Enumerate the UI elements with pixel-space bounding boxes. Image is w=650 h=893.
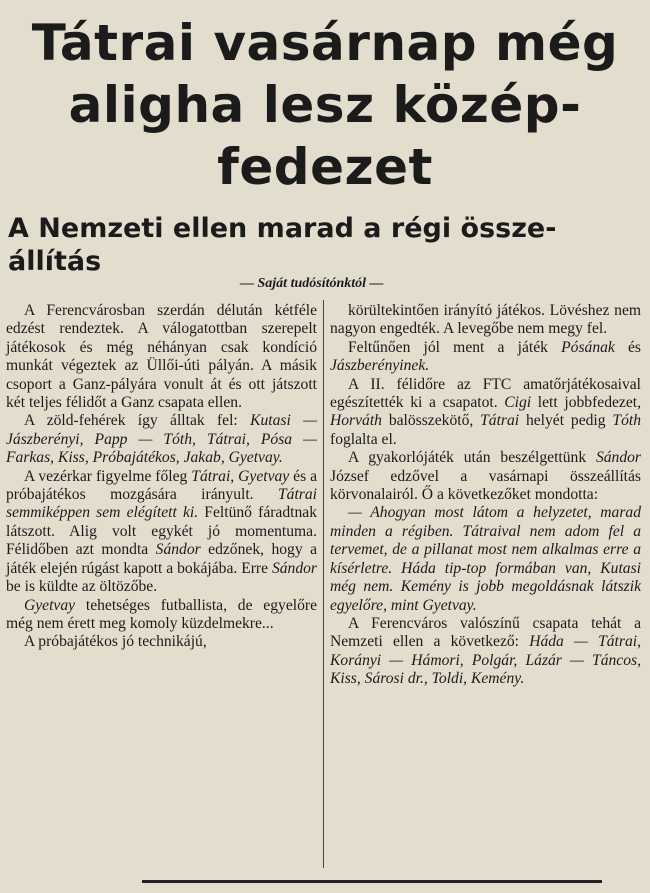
text-run: József edzővel a vasárnapi összeállítás körvonalairól. Ő a következőket mondotta: (330, 467, 641, 504)
text-run: A Ferencvárosban szerdán délután kétféle edzést rendeztek. A válogatottban szerepelt játékosok és még néhányan csak kondíció munkát végeztek az Üllői-úti pályán. A másik csoport a Ganz-pályára vonult át és ott játszott két teljes félidőt a Ganz csapata ellen. (6, 302, 317, 412)
paragraph (330, 339, 641, 376)
text-run: helyét pedig (519, 412, 613, 430)
italic-run: Tóth (612, 412, 641, 430)
italic-run: Sándor (155, 541, 201, 559)
paragraph (330, 376, 641, 450)
headline-line: fedezet (217, 138, 433, 196)
article-column-left (6, 302, 317, 652)
text-run: lett jobbfedezet, (531, 394, 641, 412)
headline-line: aligha lesz közép- (68, 76, 582, 134)
text-run: foglalta el. (330, 430, 397, 448)
bottom-rule (142, 880, 602, 883)
italic-run: Jászberényinek. (330, 357, 430, 375)
text-run: balösszekötő, (381, 412, 481, 430)
italic-run: Gyetvay (24, 596, 76, 614)
italic-run: Tátrai semmiképpen sem elégített ki. (6, 486, 317, 522)
italic-run: Kutasi — Jászberényi, Papp — Tóth, Tátrai, Pósa — Farkas, Kiss, Próbajátékos, Jakab, Gyetvay. (6, 412, 317, 467)
text-run: tehetséges futballista, de egyelőre még nem érett meg komoly küzdelmekre... (6, 596, 317, 632)
text-run: A II. félidőre az FTC amatőrjátékosaival egészítették ki a csapatot. (330, 375, 641, 412)
text-run: és (614, 338, 641, 356)
text-run: körültekintően irányító játékos. Lövéshez nem nagyon engedték. A levegőbe nem megy fel. (330, 302, 641, 338)
paragraph (6, 302, 317, 412)
text-run: és a próbajátékos mozgására irányult. (6, 467, 318, 504)
column-divider (323, 300, 324, 868)
italic-run: Horváth (330, 412, 382, 430)
paragraph (6, 597, 317, 634)
italic-run: — Ahogyan most látom a helyzetet, marad minden a régiben. Tátraival nem adom fel a tervemet, de a pillanat most nem alkalmas erre a kísérletre. Háda tip-top formában van, Kutasi még nem. Kemény is jobb megoldásnak látszik egyelőre, mint Gyetvay. (330, 504, 641, 614)
italic-run: Sándor (271, 559, 317, 577)
paragraph (6, 412, 317, 467)
paragraph (6, 633, 317, 651)
paragraph (330, 615, 641, 689)
headline-line: Tátrai vasárnap még (31, 14, 619, 72)
italic-run: Tátrai (480, 412, 520, 430)
text-run: A Ferencváros valószínű csapata tehát a Nemzeti ellen a következő: (330, 614, 641, 651)
paragraph (330, 302, 641, 339)
text-run: Feltünő fáradtnak látszott. Alig volt egykét jó momentuma. Félidőben azt mondta (6, 504, 317, 559)
italic-run: Sándor (595, 449, 641, 467)
paragraph (330, 504, 641, 614)
subheadline (8, 212, 638, 278)
byline: — Saját tudósítónktól — (240, 276, 384, 291)
italic-run: Háda — Tátrai, Korányi — Hámori, Polgár, Lázár — Táncos, Kiss, Sárosi dr., Toldi, Kemény. (330, 633, 641, 688)
subheadline-line: A Nemzeti ellen marad a régi össze- (8, 213, 557, 244)
text-run: edzőnek, hogy a játék elején rúgást kapott a bokájába. Erre (6, 541, 318, 577)
article-column-right (330, 302, 641, 689)
italic-run: Cigi (504, 394, 532, 412)
text-run: A zöld-fehérek így álltak fel: (24, 412, 251, 430)
text-run: A próbajátékos jó technikájú, (24, 633, 207, 651)
headline (0, 12, 650, 198)
italic-run: Pósának (561, 338, 615, 356)
paragraph (6, 468, 317, 597)
text-run: A gyakorlójáték után beszélgettünk (348, 449, 596, 467)
text-run: Feltűnően jól ment a játék (348, 338, 562, 356)
paragraph (330, 449, 641, 504)
italic-run: Tátrai, Gyetvay (191, 467, 290, 485)
text-run: be is küldte az öltözőbe. (6, 578, 158, 596)
text-run: A vezérkar figyelme főleg (24, 467, 192, 485)
subheadline-line: állítás (8, 246, 102, 277)
